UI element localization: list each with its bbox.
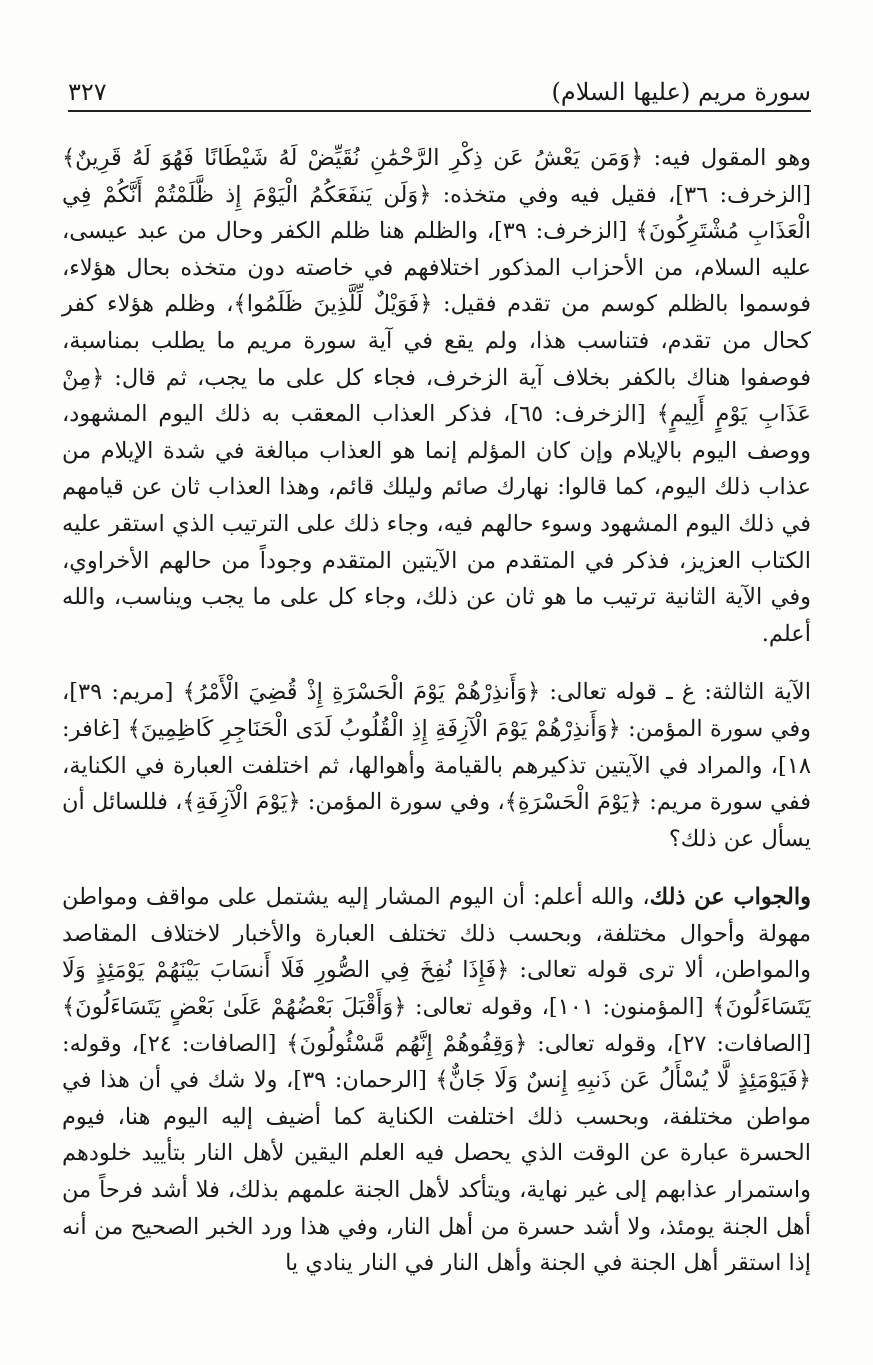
page-number: ٣٢٧ — [68, 78, 107, 106]
paragraph-text: ، والله أعلم: أن اليوم المشار إليه يشتمل على مواقف ومواطن مهولة وأحوال مختلفة، وبحسب ذلك تختلف العبارة والأخبار لاختلاف المقاصد والمواطن، ألا ترى قوله تعالى: ﴿فَإِذَا نُفِخَ فِي الصُّورِ فَلَا أَنسَابَ بَيْنَهُمْ يَوْمَئِذٍ وَلَا يَتَسَاءَلُونَ﴾ [المؤمنون: ١٠١]، وقوله تعالى: ﴿وَأَقْبَلَ بَعْضُهُمْ عَلَىٰ بَعْضٍ يَتَسَاءَلُونَ﴾ [الصافات: ٢٧]، وقوله تعالى: ﴿وَقِفُوهُمْ إِنَّهُم مَّسْئُولُونَ﴾ [الصافات: ٢٤]، وقوله: ﴿فَيَوْمَئِذٍ لَّا يُسْأَلُ عَن ذَنبِهِ إِنسٌ وَلَا جَانٌّ﴾ [الرحمان: ٣٩]، ولا شك في أن هذا في مواطن مختلفة، وبحسب ذلك اختلفت الكناية كما أضيف إليه اليوم هنا، فيوم الحسرة عبارة عن الوقت الذي يحصل فيه العلم اليقين لأهل النار بتأييد خلودهم واستمرار عذابهم إلى غير نهاية، ويتأكد لأهل الجنة علمهم بذلك، فلا أشد فرحاً من أهل الجنة يومئذ، ولا أشد حسرة من أهل النار، وفي هذا ورد الخبر الصحيح من أنه إذا استقر أهل الجنة في الجنة وأهل النار في النار ينادي يا — [62, 884, 812, 1277]
paragraph-1 — [62, 140, 811, 652]
answer-lead: والجواب عن ذلك — [649, 884, 812, 911]
paragraph-2 — [62, 674, 811, 857]
paragraph-text: وهو المقول فيه: ﴿وَمَن يَعْشُ عَن ذِكْرِ الرَّحْمَٰنِ نُقَيِّضْ لَهُ شَيْطَانًا فَهُوَ لَهُ قَرِينٌ﴾ [الزخرف: ٣٦]، فقيل فيه وفي متخذه: ﴿وَلَن يَنفَعَكُمُ الْيَوْمَ إِذ ظَّلَمْتُمْ أَنَّكُمْ فِي الْعَذَابِ مُشْتَرِكُونَ﴾ [الزخرف: ٣٩]، والظلم هنا ظلم الكفر وحال من عبد عيسى، عليه السلام، من الأحزاب المذكور اختلافهم في خاصته دون متخذه بحال هؤلاء، فوسموا بالظلم كوسم من تقدم فقيل: ﴿فَوَيْلٌ لِّلَّذِينَ ظَلَمُوا﴾، وظلم هؤلاء كفر كحال من تقدم، فتناسب هذا، ولم يقع في آية سورة مريم ما يطلب بمناسبة، فوصفوا هناك بالكفر بخلاف آية الزخرف، فجاء كل على ما يجب، ثم قال: ﴿مِنْ عَذَابِ يَوْمٍ أَلِيمٍ﴾ [الزخرف: ٦٥]، فذكر العذاب المعقب به ذلك اليوم المشهود، ووصف اليوم بالإيلام وإن كان المؤلم إنما هو العذاب مبالغة في شدة الإيلام من عذاب ذلك اليوم، كما قالوا: نهارك صائم وليلك قائم، وهذا العذاب ثان عن قيامهم في ذلك اليوم المشهود وسوء حالهم فيه، وجاء ذلك على الترتيب الذي استقر عليه الكتاب العزيز، فذكر في المتقدم من الآيتين المتقدم وجوداً من حالهم الأخراوي، وفي الآية الثانية ترتيب ما هو ثان عن ذلك، وجاء كل على ما يجب ويناسب، والله أعلم. — [62, 145, 811, 647]
chapter-title: سورة مريم (عليها السلام) — [551, 78, 811, 106]
page-header — [68, 60, 811, 112]
paragraph-text: الآية الثالثة: غ ـ قوله تعالى: ﴿وَأَنذِرْهُمْ يَوْمَ الْحَسْرَةِ إِذْ قُضِيَ الْأَمْرُ﴾ [مريم: ٣٩]، وفي سورة المؤمن: ﴿وَأَنذِرْهُمْ يَوْمَ الْآزِفَةِ إِذِ الْقُلُوبُ لَدَى الْحَنَاجِرِ كَاظِمِينَ﴾ [غافر: ١٨]، والمراد في الآيتين تذكيرهم بالقيامة وأهوالها، ثم اختلفت العبارة في الكناية، ففي سورة مريم: ﴿يَوْمَ الْحَسْرَةِ﴾، وفي سورة المؤمن: ﴿يَوْمَ الْآزِفَةِ﴾، فللسائل أن يسأل عن ذلك؟ — [62, 679, 811, 852]
page-body — [62, 140, 811, 1282]
paragraph-3 — [62, 879, 811, 1282]
